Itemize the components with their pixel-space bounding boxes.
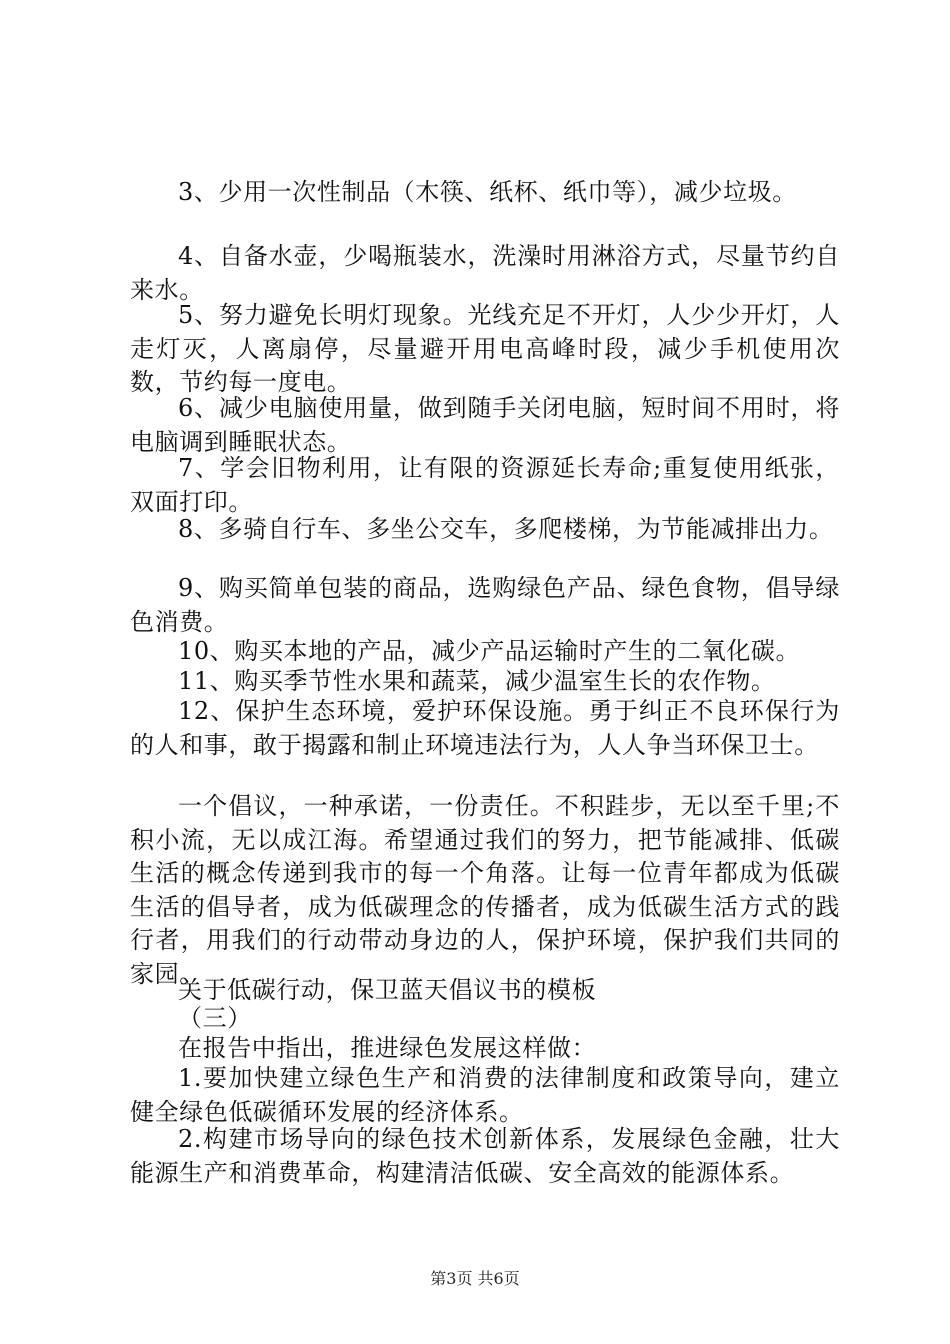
closing-paragraph: 一个倡议，一种承诺，一份责任。不积跬步，无以至千里;不积小流，无以成江海。希望通过我们的努力，把节能减排、低碳生活的概念传递到我市的每一个角落。让每一位青年都成为低碳生活的倡导者，成为低碳理念的传播者，成为低碳生活方式的践行者，用我们的行动带动身边的人，保护环境，保护我们共同的家园。 xyxy=(130,792,840,988)
report-point-1: 1.要加快建立绿色生产和消费的法律制度和政策导向，建立健全绿色低碳循环发展的经济体系。 xyxy=(130,1064,840,1126)
paragraph-item-7: 7、学会旧物利用，让有限的资源延长寿命;重复使用纸张，双面打印。 xyxy=(130,454,840,516)
page-footer: 第3页 共6页 xyxy=(430,1269,520,1288)
paragraph-item-6: 6、减少电脑使用量，做到随手关闭电脑，短时间不用时，将电脑调到睡眠状态。 xyxy=(130,394,840,456)
paragraph-item-9: 9、购买简单包装的商品，选购绿色产品、绿色食物，倡导绿色消费。 xyxy=(130,574,840,636)
paragraph-item-11: 11、购买季节性水果和蔬菜，减少温室生长的农作物。 xyxy=(178,667,776,695)
report-point-2: 2.构建市场导向的绿色技术创新体系，发展绿色金融，壮大能源生产和消费革命，构建清洁低碳、安全高效的能源体系。 xyxy=(130,1125,840,1187)
section-number: （三） xyxy=(178,1004,252,1032)
paragraph-item-3: 3、少用一次性制品（木筷、纸杯、纸巾等），减少垃圾。 xyxy=(178,178,797,206)
report-intro: 在报告中指出，推进绿色发展这样做： xyxy=(178,1034,597,1062)
paragraph-item-4: 4、自备水壶，少喝瓶装水，洗澡时用淋浴方式，尽量节约自来水。 xyxy=(130,242,840,304)
paragraph-item-12: 12、保护生态环境，爱护环保设施。勇于纠正不良环保行为的人和事，敢于揭露和制止环境违法行为，人人争当环保卫士。 xyxy=(130,697,840,759)
paragraph-item-10: 10、购买本地的产品，减少产品运输时产生的二氧化碳。 xyxy=(178,637,801,665)
section-title: 关于低碳行动，保卫蓝天倡议书的模板 xyxy=(178,976,597,1004)
paragraph-item-8: 8、多骑自行车、多坐公交车，多爬楼梯，为节能减排出力。 xyxy=(178,515,834,543)
paragraph-item-5: 5、努力避免长明灯现象。光线充足不开灯，人少少开灯，人走灯灭，人离扇停，尽量避开用电高峰时段，减少手机使用次数，节约每一度电。 xyxy=(130,301,840,396)
